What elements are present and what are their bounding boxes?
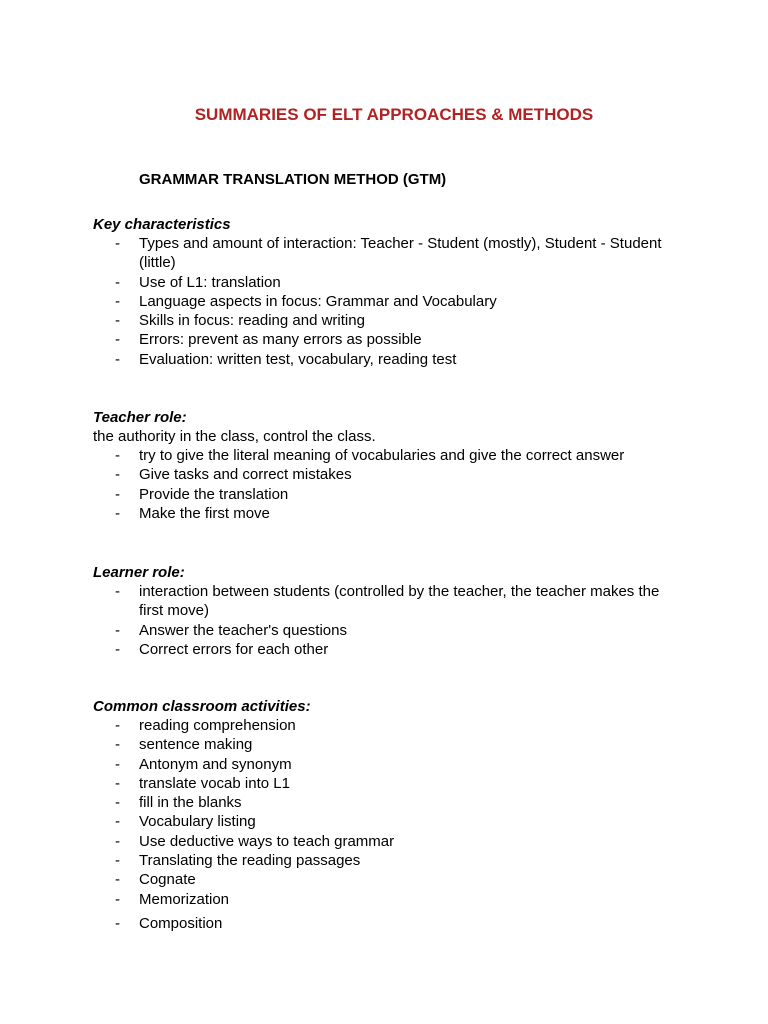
list-item: - Evaluation: written test, vocabulary, reading test: [93, 350, 673, 369]
list-item: - Language aspects in focus: Grammar and Vocabulary: [93, 292, 673, 311]
list-item: - translate vocab into L1: [93, 774, 673, 793]
list-item: - Translating the reading passages: [93, 851, 673, 870]
learner-role-list: [93, 582, 673, 659]
method-subtitle: GRAMMAR TRANSLATION METHOD (GTM): [139, 171, 447, 188]
list-item: - Types and amount of interaction: Teacher - Student (mostly), Student - Student (little): [93, 234, 673, 273]
key-characteristics-list: [93, 234, 673, 369]
list-item: - try to give the literal meaning of vocabularies and give the correct answer: [93, 446, 673, 465]
list-item: - Use deductive ways to teach grammar: [93, 832, 673, 851]
document-title: SUMMARIES OF ELT APPROACHES & METHODS: [194, 105, 594, 124]
teacher-role-heading: Teacher role:: [93, 409, 187, 426]
list-item: - sentence making: [93, 735, 673, 754]
learner-role-section: [93, 563, 673, 659]
list-item: - Antonym and synonym: [93, 755, 673, 774]
teacher-role-intro: the authority in the class, control the class.: [93, 428, 376, 445]
list-item: - reading comprehension: [93, 716, 673, 735]
activities-heading: Common classroom activities:: [93, 698, 311, 715]
activities-section: [93, 697, 673, 933]
list-item: - Memorization: [93, 890, 673, 909]
key-characteristics-heading: Key characteristics: [93, 216, 231, 233]
list-item: - Skills in focus: reading and writing: [93, 311, 673, 330]
teacher-role-list: [93, 446, 673, 523]
list-item: - Use of L1: translation: [93, 273, 673, 292]
key-characteristics-section: [93, 215, 673, 369]
list-item: - Vocabulary listing: [93, 812, 673, 831]
learner-role-heading: Learner role:: [93, 564, 185, 581]
list-item: - Correct errors for each other: [93, 640, 673, 659]
list-item: - Composition: [93, 914, 673, 933]
activities-list: [93, 716, 673, 933]
list-item: - interaction between students (controlled by the teacher, the teacher makes the first move): [93, 582, 673, 621]
list-item: - fill in the blanks: [93, 793, 673, 812]
list-item: - Answer the teacher's questions: [93, 621, 673, 640]
list-item: - Make the first move: [93, 504, 673, 523]
list-item: - Provide the translation: [93, 485, 673, 504]
list-item: - Errors: prevent as many errors as possible: [93, 330, 673, 349]
list-item: - Give tasks and correct mistakes: [93, 465, 673, 484]
list-item: - Cognate: [93, 870, 673, 889]
teacher-role-section: [93, 408, 673, 523]
